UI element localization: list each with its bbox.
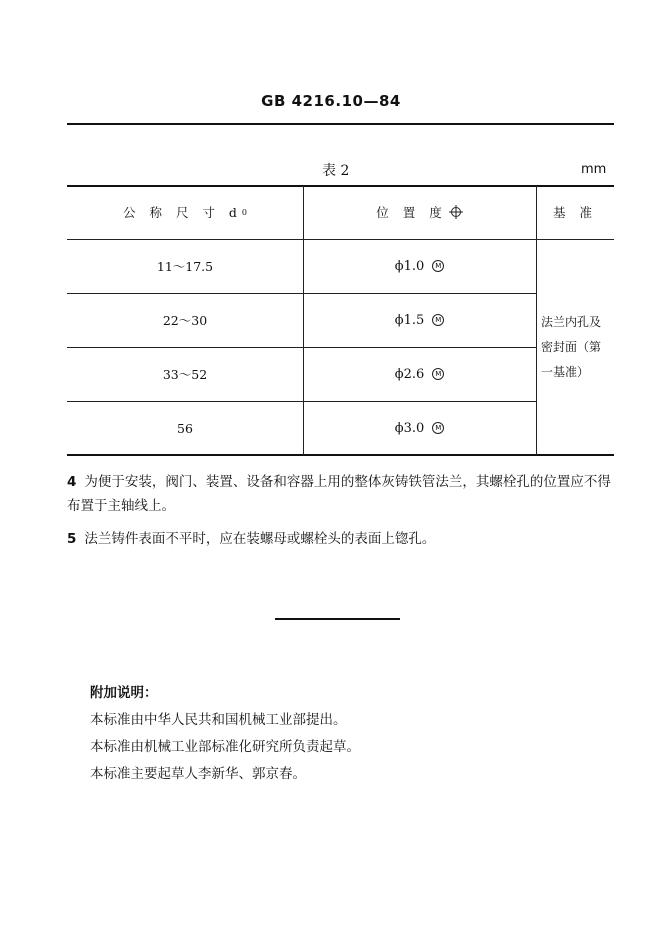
table-cell-tolerance	[303, 401, 536, 455]
mmc-modifier-icon: M	[432, 314, 444, 326]
table-unit: mm	[581, 162, 607, 177]
table-cell-size: 56	[177, 420, 193, 436]
end-rule	[275, 618, 400, 620]
clause-number: 4	[67, 474, 77, 490]
clause-5	[67, 527, 615, 551]
datum-cell: 法兰内孔及密封面（第一基准）	[541, 315, 602, 379]
header-nominal-size-subscript: 0	[241, 207, 247, 217]
clause-number: 5	[67, 531, 77, 547]
tolerance-value: ϕ1.5	[394, 312, 425, 328]
header-nominal-size	[67, 185, 303, 239]
mmc-modifier-icon: M	[432, 422, 444, 434]
table-cell-tolerance	[303, 239, 536, 293]
mmc-modifier-icon: M	[432, 260, 444, 272]
table-cell-size: 11～17.5	[156, 259, 214, 274]
tolerance-value: ϕ1.0	[394, 258, 425, 274]
notes-title: 附加说明：	[90, 685, 158, 701]
position-tolerance-icon	[449, 205, 463, 219]
table-caption: 表 2	[322, 163, 350, 179]
header-datum-label: 基 准	[553, 205, 597, 220]
tolerance-value: ϕ3.0	[394, 420, 425, 436]
tolerance-table	[67, 185, 614, 455]
table-cell-tolerance	[303, 293, 536, 347]
table-cell-size: 22～30	[162, 313, 208, 328]
notes-line: 本标准由机械工业部标准化研究所负责起草。	[90, 739, 360, 755]
header-position	[303, 185, 536, 239]
table-cell-tolerance	[303, 347, 536, 401]
notes-line: 本标准主要起草人李新华、郭京春。	[90, 766, 306, 782]
clause-text: 为便于安装，阀门、装置、设备和容器上用的整体灰铸铁管法兰，其螺栓孔的位置应不得布置于主轴线上。	[67, 474, 611, 514]
tolerance-value: ϕ2.6	[394, 366, 425, 382]
clause-text: 法兰铸件表面不平时，应在装螺母或螺栓头的表面上锪孔。	[84, 531, 436, 547]
table-cell-size: 33～52	[162, 367, 208, 382]
additional-notes	[90, 680, 360, 788]
mmc-modifier-icon: M	[432, 368, 444, 380]
clause-4	[67, 470, 615, 518]
header-rule	[67, 123, 614, 125]
notes-line: 本标准由中华人民共和国机械工业部提出。	[90, 712, 347, 728]
standard-code: GB 4216.10—84	[261, 92, 401, 110]
header-nominal-size-label: 公 称 尺 寸 d	[123, 205, 242, 220]
header-datum	[536, 185, 614, 239]
header-position-label: 位 置 度	[376, 205, 447, 220]
